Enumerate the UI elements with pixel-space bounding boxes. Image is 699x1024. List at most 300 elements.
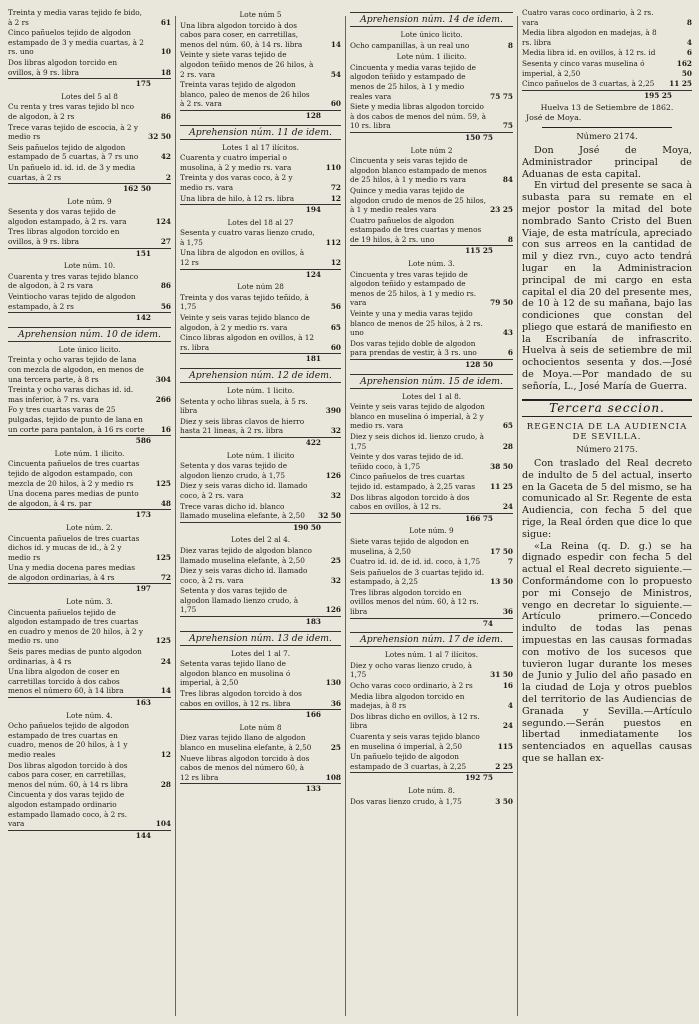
lot-total: 151 bbox=[8, 248, 171, 259]
item-description: Nueve libras algodon torcido à dos cabos de menos del número 60, à 12 rs libra bbox=[180, 753, 310, 782]
item-value: 126 bbox=[325, 470, 341, 480]
list-item bbox=[350, 661, 513, 680]
list-item bbox=[8, 102, 171, 121]
list-item bbox=[8, 534, 171, 563]
item-description: Cincuenta y tres varas tejido de algodon teñido y estampado de menos de 25 hilos, à 1 y medio rs. vara bbox=[350, 269, 477, 308]
item-value: 56 bbox=[160, 301, 171, 311]
item-value: 12 bbox=[160, 749, 171, 759]
item-description: Cinco libras algodon en ovillos, à 12 rs. libra bbox=[180, 333, 315, 352]
lot-heading: Lote núm. 10. bbox=[63, 261, 116, 271]
lot-heading: Lote núm. 4. bbox=[66, 710, 113, 720]
item-value: 31 50 bbox=[490, 670, 513, 680]
lot-heading: Lote núm. 2. bbox=[66, 522, 113, 532]
item-value: 124 bbox=[155, 216, 171, 226]
item-description: Cincuenta y seis varas tejido de algodon blanco estampado de menos de 25 hilos, à 1 y medio rs vara bbox=[350, 156, 487, 185]
item-description: Seis pares medias de punto algodon ordinarias, à 4 rs bbox=[8, 647, 142, 666]
list-item bbox=[350, 557, 513, 567]
item-description: Cinco pañuelos tejido de algodon estampado de 3 y media cuartas, à 2 rs. uno bbox=[8, 28, 144, 57]
item-description: Cincuenta pañuelos de tres cuartas tejido de algodon estampado, con mezcla de 20 hilos, à 2 y medio rs bbox=[8, 459, 140, 488]
item-value: 86 bbox=[160, 111, 171, 121]
list-item bbox=[8, 143, 171, 162]
decree-intro: Con traslado del Real decreto de indulto de 5 del actual, inserto en la Gaceta de 5 del mismo, se ha comunicado al Sr. Regente de esta Audiencia, con fecha 5 del que rige, la Real órden que dice lo que sigue: bbox=[522, 458, 692, 540]
list-item bbox=[8, 667, 171, 696]
item-value: 24 bbox=[160, 656, 171, 666]
item-value: 16 bbox=[502, 681, 513, 691]
lot-total: 181 bbox=[180, 353, 341, 364]
item-value: 126 bbox=[325, 605, 341, 615]
list-item bbox=[8, 608, 171, 646]
lot-total: 144 bbox=[8, 830, 171, 841]
seizure-heading: Aprehension núm. 14 de idem. bbox=[350, 12, 513, 27]
lot-heading: Lote núm. 8. bbox=[408, 785, 455, 795]
item-description: Ocho varas coco ordinario, à 2 rs bbox=[350, 681, 473, 691]
item-value: 16 bbox=[160, 424, 171, 434]
lot-heading: Lote núm. 9 bbox=[409, 526, 454, 536]
place-date: Huelva 13 de Setiembre de 1862. bbox=[540, 103, 674, 113]
item-value: 60 bbox=[330, 342, 341, 352]
item-value: 7 bbox=[507, 557, 513, 567]
list-item bbox=[350, 102, 513, 131]
lot-heading: Lotes 1 al 17 ilícitos. bbox=[222, 142, 299, 152]
item-description: Media libra algodon torcido en madejas, à 8 rs bbox=[350, 691, 465, 711]
column-rule bbox=[517, 16, 518, 1016]
inventory-list bbox=[522, 8, 692, 89]
item-value: 18 bbox=[160, 67, 171, 77]
item-value: 48 bbox=[160, 498, 171, 508]
lot-total: 115 25 bbox=[350, 245, 513, 256]
item-value: 25 bbox=[330, 743, 341, 752]
list-item bbox=[8, 163, 171, 182]
item-value: 32 bbox=[330, 490, 341, 500]
seizure-heading: Aprehension núm. 15 de idem. bbox=[350, 374, 513, 389]
list-item bbox=[350, 493, 513, 512]
item-value: 72 bbox=[330, 182, 341, 192]
item-description: Trece varas dicho id. blanco llamado muselina elefante, à 2,50 bbox=[180, 501, 305, 521]
seizure-heading: Aprehension núm. 13 de idem. bbox=[180, 631, 341, 646]
list-item bbox=[8, 227, 171, 246]
item-description: Ocho campanillas, à un real uno bbox=[350, 40, 470, 50]
list-item bbox=[350, 156, 513, 185]
lot-total: 194 bbox=[180, 204, 341, 215]
list-item bbox=[350, 309, 513, 338]
item-value: 8 bbox=[686, 17, 692, 27]
signer: José de Moya. bbox=[526, 113, 582, 123]
lot-heading: Lote núm. 1 ilicito. bbox=[396, 52, 467, 62]
list-item bbox=[350, 472, 513, 491]
list-item bbox=[180, 50, 341, 79]
item-description: Treinta y media varas tejido fe bido, à 2 rs bbox=[8, 8, 142, 27]
list-item bbox=[350, 63, 513, 101]
list-item bbox=[8, 58, 171, 77]
lot-total: 166 75 bbox=[350, 513, 513, 524]
list-item bbox=[8, 385, 171, 404]
list-item bbox=[8, 28, 171, 57]
item-description: Sesenta y cuatro varas lienzo crudo, à 1,75 bbox=[180, 228, 315, 247]
notice-number: Número 2174. bbox=[576, 131, 638, 142]
item-description: Treinta varas tejido de algodon blanco, paleo de menos de 26 hilos à 2 rs. vara bbox=[180, 80, 310, 109]
list-item bbox=[8, 405, 171, 434]
list-item bbox=[8, 563, 171, 582]
column-4 bbox=[522, 8, 692, 1018]
list-item bbox=[180, 248, 341, 267]
seizure-heading: Aprehension núm. 17 de idem. bbox=[350, 632, 513, 647]
item-value: 13 50 bbox=[490, 577, 513, 587]
item-description: Cuatro pañuelos de algodon estampado de tres cuartas y menos de 19 hilos, à 2 rs. uno bbox=[350, 215, 482, 244]
item-description: Dos varas lienzo crudo, à 1,75 bbox=[350, 796, 462, 806]
item-value: 162 50 bbox=[676, 58, 692, 78]
item-description: Tres libras algodon torcido en ovillos, à 9 rs. libra bbox=[8, 227, 120, 247]
item-description: Media libra algodon en madejas, à 8 rs. libra bbox=[522, 28, 657, 47]
item-description: Quince y media varas tejido de algodon crudo de menos de 25 hilos, à 1 y medio reales vara bbox=[350, 185, 486, 215]
lot-heading: Lotes del 5 al 8 bbox=[61, 91, 118, 101]
lot-heading: Lote núm. 1 ilicito bbox=[226, 450, 295, 460]
list-item bbox=[350, 681, 513, 691]
item-description: Siete y media libras algodon torcido à dos cabos de menos del núm. 59, à 10 rs. libra bbox=[350, 102, 486, 131]
list-item bbox=[180, 153, 341, 172]
item-description: Diez y seis libras clavos de hierro hasta 21 lineas, à 2 rs. libra bbox=[180, 416, 305, 436]
lot-heading: Lotes del 18 al 27 bbox=[227, 217, 294, 227]
list-item bbox=[350, 270, 513, 308]
item-value: 390 bbox=[325, 406, 341, 416]
lot-total: 124 bbox=[180, 269, 341, 280]
list-item bbox=[350, 732, 513, 751]
item-value: 12 bbox=[330, 258, 341, 268]
column-rule bbox=[175, 16, 176, 1016]
list-item bbox=[350, 402, 513, 431]
item-value: 24 bbox=[502, 721, 513, 731]
item-description: Cincuenta y dos varas tejido de algodon estampado ordinario estampado llamado coco, à 2 rs. vara bbox=[8, 790, 128, 829]
item-description: Veinte y seis varas tejido blanco de algodon, à 2 y medio rs. vara bbox=[180, 313, 310, 332]
item-description: Setenta y ocho libras suela, à 5 rs. libra bbox=[180, 396, 308, 416]
item-value: 28 bbox=[502, 441, 513, 451]
item-value: 108 bbox=[325, 772, 341, 782]
column-3 bbox=[350, 8, 513, 1018]
item-description: Seis pañuelos de 3 cuartas tejido id. estampado, à 2,25 bbox=[350, 567, 485, 587]
lot-heading: Lotes del 1 al 7. bbox=[230, 648, 291, 658]
list-item bbox=[180, 689, 341, 708]
lot-total: 190 50 bbox=[180, 522, 341, 533]
item-description: Setenta varas tejido llano de algodon blanco en musolina ó imperial, à 2,50 bbox=[180, 659, 291, 688]
item-description: Diez y seis varas dicho id. llamado coco, à 2 rs. vara bbox=[180, 566, 308, 585]
item-value: 8 bbox=[507, 40, 513, 50]
list-item bbox=[350, 432, 513, 451]
item-description: Diez varas tejido llano de algodon blanco en muselina elefante, à 2,50 bbox=[180, 733, 312, 752]
item-description: Dos libras dicho en ovillos, à 12 rs. libra bbox=[350, 711, 480, 731]
item-value: 125 bbox=[155, 478, 171, 488]
item-description: Una libra de algodon en ovillos, à 12 rs bbox=[180, 248, 305, 268]
item-description: Una libra algodon torcido à dos cabos para coser, en carretillas, menos del núm. 60, à 14 rs. libra bbox=[180, 20, 303, 49]
item-value: 61 bbox=[160, 17, 171, 27]
lot-heading: Lotes del 2 al 4. bbox=[230, 535, 291, 545]
column-rule bbox=[345, 16, 346, 1016]
item-description: Siete varas tejido de algodon en muselina, à 2,50 bbox=[350, 536, 469, 556]
list-item bbox=[180, 397, 341, 416]
item-value: 125 bbox=[155, 552, 171, 562]
item-value: 56 bbox=[330, 302, 341, 312]
list-item bbox=[522, 48, 692, 58]
lot-heading: Lote núm 28 bbox=[237, 282, 284, 292]
list-item bbox=[180, 481, 341, 500]
item-description: Diez y seis dichos id. lienzo crudo, à 1,75 bbox=[350, 431, 485, 451]
item-description: Setenta y dos varas tejido de algodon llamado lienzo crudo, à 1,75 bbox=[180, 586, 299, 615]
lot-total: 166 bbox=[180, 709, 341, 720]
item-description: Veinte y una y media varas tejido blanco de menos de 25 hilos, à 2 rs. uno bbox=[350, 309, 483, 338]
lot-total: 142 bbox=[8, 312, 171, 323]
lot-total: 74 bbox=[350, 618, 513, 629]
item-value: 115 bbox=[497, 741, 513, 751]
item-value: 3 50 bbox=[495, 796, 513, 806]
item-description: Tres libras algodon torcido à dos cabos en ovillos, à 12 rs. libra bbox=[180, 689, 302, 708]
item-description: Una docena pares medias de punto de algodon, à 4 rs. par bbox=[8, 489, 139, 508]
lot-total: 150 75 bbox=[350, 132, 513, 143]
item-description: Sesenta y cinco varas muselina ó imperial, à 2,50 bbox=[522, 58, 645, 78]
list-item bbox=[180, 417, 341, 436]
item-value: 24 bbox=[502, 502, 513, 512]
item-description: Dos libras algodon torcido à dos cabos en ovillos, à 12 rs. bbox=[350, 492, 470, 512]
item-description: Treinta y ocho varas dichas id. id. mas inferior, à 7 rs. vara bbox=[8, 385, 134, 404]
decree-text: «La Reina (q. D. g.) se ha dignado espedir con fecha 5 del actual el Real decreto siguiente.—Conformándome con lo propuesto por mi Consejo de Ministros, vengo en decretar lo siguiente.—Artículo primero.—Concedo indulto de todas las penas impuestas en las causas formadas con motivo de los sucesos que tuvieron lugar durante los meses de Junio y Julio del año pasado en la ciudad de Loja y otros pueblos del territorio de las Audiencias de Granada y Sevilla.—Artículo segundo.—Serán puestos en libertad inmediatamente los sentenciados en aquellas causas que se hallan ex- bbox=[522, 540, 692, 764]
item-value: 4 bbox=[507, 701, 513, 711]
lot-total: 422 bbox=[180, 437, 341, 448]
item-description: Cinco pañuelos de 3 cuartas, à 2,25 bbox=[522, 79, 655, 89]
item-value: 2 25 bbox=[495, 761, 513, 771]
item-value: 60 bbox=[330, 99, 341, 109]
item-description: Veinte y siete varas tejido de algodon teñido menos de 26 hilos, à 2 rs. vara bbox=[180, 50, 314, 79]
list-item bbox=[180, 461, 341, 480]
item-value: 14 bbox=[160, 686, 171, 696]
item-value: 36 bbox=[330, 698, 341, 708]
list-item bbox=[350, 186, 513, 215]
item-description: Seis pañuelos tejido de algodon estampado de 5 cuartas, à 7 rs uno bbox=[8, 142, 139, 162]
item-description: Media libra id. en ovillos, à 12 rs. id bbox=[522, 48, 656, 58]
item-description: Dos varas tejido doble de algodon para prendas de vestir, à 3 rs. uno bbox=[350, 338, 477, 358]
item-value: 125 bbox=[155, 636, 171, 646]
lot-heading: Lote núm 2 bbox=[410, 145, 453, 155]
lot-total: 162 50 bbox=[8, 183, 171, 194]
list-item bbox=[180, 586, 341, 615]
item-value: 23 25 bbox=[490, 205, 513, 215]
lot-total: 133 bbox=[180, 783, 341, 794]
item-value: 32 bbox=[330, 575, 341, 585]
list-item bbox=[180, 333, 341, 352]
item-description: Cuatro id. id. de id. id. coco, à 1,75 bbox=[350, 557, 481, 567]
list-item bbox=[8, 459, 171, 488]
list-item bbox=[180, 754, 341, 783]
list-item bbox=[8, 123, 171, 142]
item-description: Una libra algodon de coser en carretillas torcido à dos cabos menos el número 60, à 14 libra bbox=[8, 667, 124, 696]
list-item bbox=[522, 8, 692, 27]
lot-total: 128 bbox=[180, 110, 341, 121]
list-item bbox=[8, 489, 171, 508]
list-item bbox=[8, 292, 171, 311]
inventory-total: 195 25 bbox=[522, 90, 692, 101]
item-description: Cuarenta y seis varas tejido blanco en muselina ó imperial, à 2,50 bbox=[350, 732, 480, 751]
item-description: Cincuenta pañuelos tejido de algodon estampado de tres cuartas en cuadro y menos de 20 hilos, à 2 y medio rs. uno bbox=[8, 607, 143, 646]
item-value: 86 bbox=[160, 281, 171, 291]
item-value: 54 bbox=[330, 69, 341, 79]
item-description: Diez y seis varas dicho id. llamado coco, à 2 rs. vara bbox=[180, 481, 308, 500]
list-item bbox=[180, 228, 341, 247]
list-item bbox=[350, 797, 513, 807]
item-description: Diez y ocho varas lienzo crudo, à 1,75 bbox=[350, 660, 472, 680]
item-value: 27 bbox=[160, 237, 171, 247]
list-item bbox=[180, 546, 341, 565]
notice-number: Número 2175. bbox=[576, 444, 638, 455]
item-description: Un pañuelo id. id. id. de 3 y media cuartas, à 2 rs bbox=[8, 162, 136, 182]
item-value: 72 bbox=[160, 572, 171, 582]
list-item bbox=[350, 339, 513, 358]
lot-heading: Lote núm 5 bbox=[239, 10, 282, 19]
item-value: 304 bbox=[155, 374, 171, 384]
item-value: 65 bbox=[330, 322, 341, 332]
lot-total: 183 bbox=[180, 616, 341, 627]
lot-heading: Lote núm. 3. bbox=[408, 259, 455, 269]
item-value: 38 50 bbox=[490, 461, 513, 471]
item-description: Dos libras algodon torcido à dos cabos para coser, en carretillas, menos del núm. 60, à 14 rs libra bbox=[8, 760, 128, 789]
list-item bbox=[350, 692, 513, 711]
list-item bbox=[8, 761, 171, 790]
auction-notice: En virtud del presente se saca à subasta para su remate en el mejor postor la mitad del bote nombrado Santo Cristo del Buen Viaje, de esta matrícula, apreciado con sus arreos en la cantidad de mil y diez rvn., cuyo acto tendrá lugar en la Administracion principal de mi cargo en esta capital el dia 20 del presente mes, de 10 à 12 de su mañana, bajo las condiciones que constan del pliego que estará de manifiesto en la Escribanía de infrascrito. Huelva à seis de setiembre de mil ochocientos sesenta y dos.—José de Moya.—Por mandado de su señoría, L., José María de Guerra. bbox=[522, 180, 692, 392]
lot-heading: Lote núm 8 bbox=[239, 722, 282, 732]
item-description: Cuarenta y tres varas tejido blanco de algodon, à 2 rs vara bbox=[8, 271, 139, 291]
item-value: 42 bbox=[160, 152, 171, 162]
item-value: 12 bbox=[330, 193, 341, 203]
seizure-heading: Aprehension núm. 11 de idem. bbox=[180, 125, 341, 140]
item-value: 32 50 bbox=[318, 511, 341, 521]
list-item bbox=[350, 537, 513, 556]
item-value: 104 bbox=[155, 819, 171, 829]
item-value: 75 bbox=[502, 121, 513, 131]
lot-heading: Lote núm. 9 bbox=[67, 196, 112, 206]
item-description: Cinco pañuelos de tres cuartas tejido id. estampado, à 2,25 varas bbox=[350, 472, 476, 491]
list-item bbox=[350, 216, 513, 245]
item-description: Dos libras algodon torcido en ovillos, à 9 rs. libra bbox=[8, 57, 118, 77]
list-item bbox=[8, 790, 171, 828]
item-value: 65 bbox=[502, 421, 513, 431]
item-value: 8 bbox=[507, 234, 513, 244]
list-item bbox=[180, 502, 341, 521]
item-description: Una libra de hilo, à 12 rs. libra bbox=[180, 193, 295, 203]
item-value: 10 bbox=[160, 47, 171, 57]
item-value: 11 25 bbox=[490, 481, 513, 491]
item-value: 25 bbox=[330, 555, 341, 565]
lot-heading: Lote núm. 1 licito. bbox=[226, 386, 295, 395]
lot-heading: Lotes del 1 al 8. bbox=[401, 391, 462, 401]
list-item bbox=[180, 566, 341, 585]
item-description: Veinte y seis varas tejido de algodon blanco en muselina ó imperial, à 2 y medio rs. vara bbox=[350, 402, 485, 431]
item-value: 17 50 bbox=[490, 546, 513, 556]
list-item bbox=[180, 313, 341, 332]
list-item bbox=[180, 293, 341, 312]
item-value: 266 bbox=[155, 394, 171, 404]
list-item bbox=[350, 41, 513, 51]
item-description: Un pañuelo tejido de algodon estampado de 3 cuartas, à 2,25 bbox=[350, 752, 467, 771]
item-description: Ocho pañuelos tejido de algodon estampado de tres cuartas en cuadro, menos de 20 hilos, à 1 y medio reales bbox=[8, 721, 130, 759]
item-description: Diez varas tejido de algodon blanco llamado muselina elefante, à 2,50 bbox=[180, 545, 312, 565]
item-value: 28 bbox=[160, 779, 171, 789]
item-description: Treinta y dos varas tejido teñido, à 1,75 bbox=[180, 292, 309, 312]
list-item bbox=[180, 659, 341, 688]
lot-heading: Lote núm. 3. bbox=[66, 597, 113, 607]
item-value: 32 bbox=[330, 426, 341, 436]
item-description: Setenta y dos varas tejido de algodon lienzo crudo, à 1,75 bbox=[180, 461, 288, 480]
item-value: 43 bbox=[502, 328, 513, 338]
seizure-heading: Aprehension núm. 12 de idem. bbox=[180, 368, 341, 383]
item-value: 110 bbox=[325, 162, 341, 172]
lot-total: 173 bbox=[8, 509, 171, 520]
item-description: Sesenta y dos varas tejido de algodon estampado, à 2 rs. vara bbox=[8, 207, 127, 226]
lot-total: 586 bbox=[8, 435, 171, 446]
item-value: 6 bbox=[686, 48, 692, 58]
lot-total: 192 75 bbox=[350, 772, 513, 783]
item-description: Cu renta y tres varas tejido bl nco de algodon, à 2 rs bbox=[8, 102, 135, 121]
item-description: Cuarenta y cuatro imperial o musolina, à 2 y medio rs. vara bbox=[180, 153, 292, 172]
list-item bbox=[8, 721, 171, 759]
list-item bbox=[8, 207, 171, 226]
item-value: 32 50 bbox=[148, 132, 171, 142]
list-item bbox=[8, 355, 171, 384]
item-value: 130 bbox=[325, 678, 341, 688]
list-item bbox=[350, 452, 513, 471]
list-item bbox=[522, 79, 692, 89]
list-item bbox=[350, 588, 513, 617]
edict-heading: Don José de Moya, Administrador principal de Aduanas de esta capital. bbox=[522, 144, 692, 180]
item-description: Veinte y dos varas tejido de id. teñido coco, à 1,75 bbox=[350, 452, 464, 471]
lot-heading: Lote núm. 1 ilicito. bbox=[54, 448, 125, 458]
item-value: 112 bbox=[325, 237, 341, 247]
column-2 bbox=[180, 8, 341, 1018]
item-description: Trece varas tejido de escocia, à 2 y medio rs bbox=[8, 122, 139, 142]
list-item bbox=[522, 59, 692, 78]
list-item bbox=[8, 272, 171, 291]
lot-heading: Lote único licito. bbox=[58, 344, 121, 354]
lot-total: 197 bbox=[8, 583, 171, 594]
item-description: Treinta y dos varas coco, à 2 y medio rs. vara bbox=[180, 173, 293, 192]
list-item bbox=[180, 21, 341, 50]
item-value: 14 bbox=[330, 39, 341, 49]
list-item bbox=[180, 173, 341, 192]
lot-heading: Lotes núm. 1 al 7 ilícitos. bbox=[384, 650, 479, 660]
item-description: Cuatro varas coco ordinario, à 2 rs. vara bbox=[522, 8, 654, 27]
item-description: Cincuenta y media varas tejido de algodon teñido y estampado de menos de 25 hilos, à 1 y medio reales vara bbox=[350, 62, 476, 101]
item-value: 4 bbox=[686, 37, 692, 47]
item-value: 11 25 bbox=[669, 79, 692, 89]
divider bbox=[542, 127, 672, 128]
item-value: 2 bbox=[165, 172, 171, 182]
section-heading: Tercera seccion. bbox=[522, 399, 692, 418]
item-value: 84 bbox=[502, 175, 513, 185]
authority-heading: REGENCIA DE LA AUDIENCIA DE SEVILLA. bbox=[526, 422, 688, 442]
list-item bbox=[180, 733, 341, 752]
list-item bbox=[180, 80, 341, 109]
list-item bbox=[522, 28, 692, 47]
list-item bbox=[8, 8, 171, 27]
list-item bbox=[350, 752, 513, 771]
list-item bbox=[8, 647, 171, 666]
list-item bbox=[350, 568, 513, 587]
column-1 bbox=[8, 8, 171, 1018]
item-value: 79 50 bbox=[490, 298, 513, 308]
item-description: Veintiocho varas tejido de algodon estampado, à 2 rs bbox=[8, 292, 136, 311]
lot-heading: Lote único licito. bbox=[400, 30, 463, 39]
lot-total: 163 bbox=[8, 697, 171, 708]
item-description: Una y media docena pares medias de algodon ordinarias, à 4 rs bbox=[8, 563, 135, 582]
item-description: Tres libras algodon torcido en ovillos menos del núm. 60, à 12 rs. libra bbox=[350, 587, 479, 617]
lot-total: 128 50 bbox=[350, 359, 513, 370]
item-value: 6 bbox=[507, 348, 513, 358]
item-description: Fo y tres cuartas varas de 25 pulgadas, tejido de punto de lana en un corte para pantalon, à 16 rs corte bbox=[8, 405, 145, 434]
lot-total: 175 bbox=[8, 78, 171, 89]
